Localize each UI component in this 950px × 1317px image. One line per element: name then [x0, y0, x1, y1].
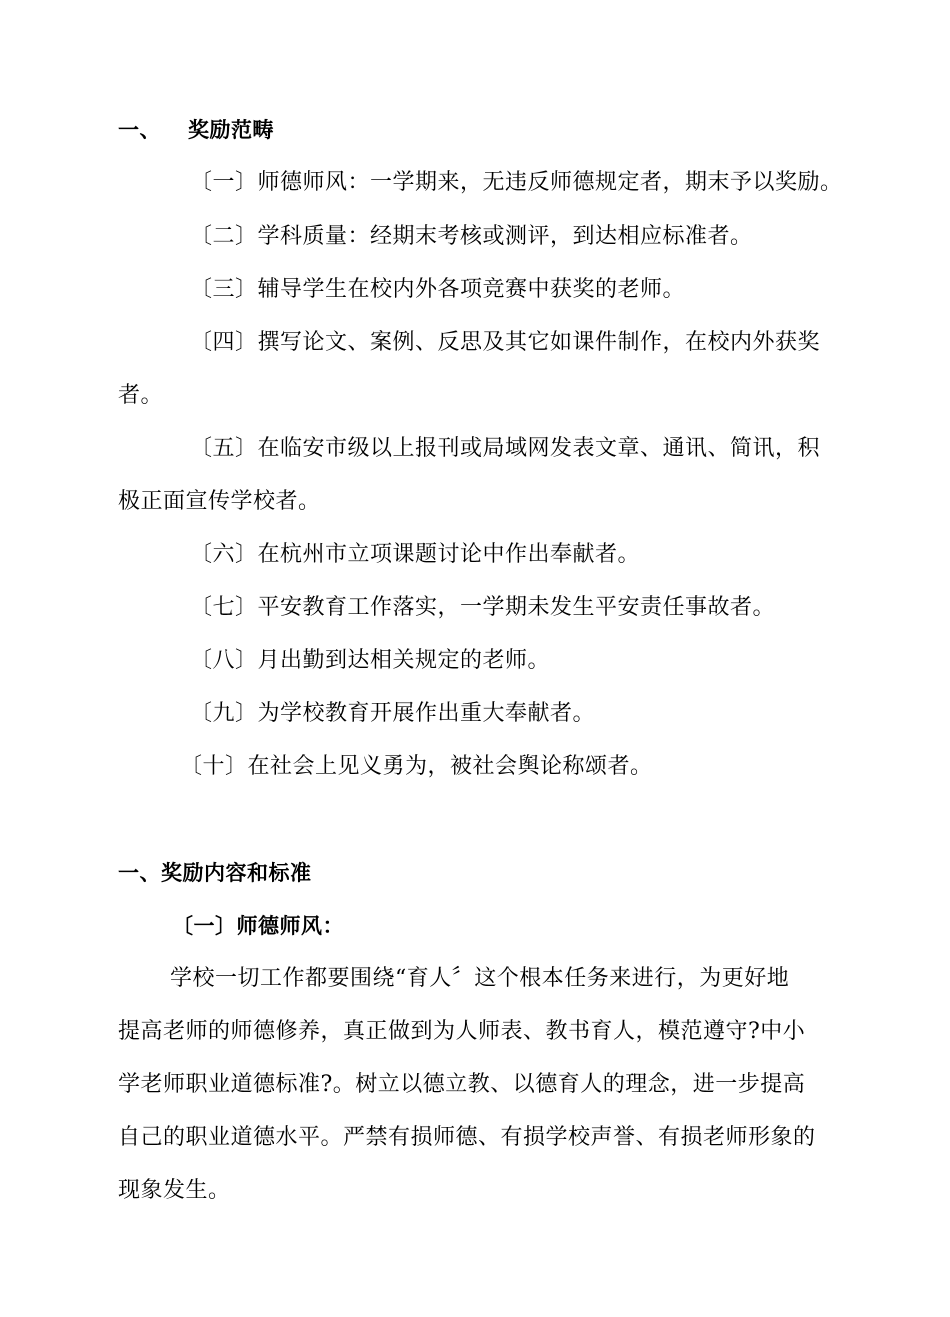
- section-heading-reward-scope: [118, 117, 274, 143]
- section-number: 一、: [118, 118, 161, 142]
- section-heading-reward-content: 一、奖励内容和标准: [118, 861, 312, 885]
- scope-item-3: 〔三〕辅导学生在校内外各项竞赛中获奖的老师。: [190, 277, 686, 302]
- scope-item-2: 〔二〕学科质量：经期末考核或测评，到达相应标准者。: [190, 224, 753, 249]
- scope-item-4-cont: 者。: [118, 383, 164, 408]
- section-title: 奖励范畴: [188, 118, 274, 142]
- scope-item-1: 〔一〕师德师风：一学期来，无违反师德规定者，期末予以奖励。: [190, 170, 843, 195]
- paragraph-line-4: 自己的职业道德水平。严禁有损师德、有损学校声誉、有损老师形象的: [118, 1125, 816, 1150]
- scope-item-6: 〔六〕在杭州市立项课题讨论中作出奉献者。: [190, 542, 641, 567]
- scope-item-7: 〔七〕平安教育工作落实，一学期未发生平安责任事故者。: [190, 595, 776, 620]
- paragraph-line-2: 提高老师的师德修养，真正做到为人师表、教书育人，模范遵守?中小: [118, 1019, 806, 1044]
- paragraph-line-5: 现象发生。: [118, 1178, 231, 1203]
- scope-item-5: 〔五〕在临安市级以上报刊或局域网发表文章、通讯、简讯，积: [190, 436, 821, 461]
- scope-item-10: 〔十〕在社会上见义勇为，被社会舆论称颂者。: [180, 754, 653, 779]
- scope-item-5-cont: 极正面宣传学校者。: [118, 489, 321, 514]
- paragraph-line-3: 学老师职业道德标准?。树立以德立教、以德育人的理念，进一步提高: [118, 1072, 806, 1097]
- scope-item-9: 〔九〕为学校教育开展作出重大奉献者。: [190, 701, 596, 726]
- scope-item-4: 〔四〕撰写论文、案例、反思及其它如课件制作，在校内外获奖: [190, 330, 821, 355]
- paragraph-line-1: 学校一切工作都要围绕“育人〞这个根本任务来进行，为更好地: [170, 966, 790, 991]
- scope-item-8: 〔八〕月出勤到达相关规定的老师。: [190, 648, 551, 673]
- subheading-ethics: 〔一〕师德师风：: [172, 914, 344, 938]
